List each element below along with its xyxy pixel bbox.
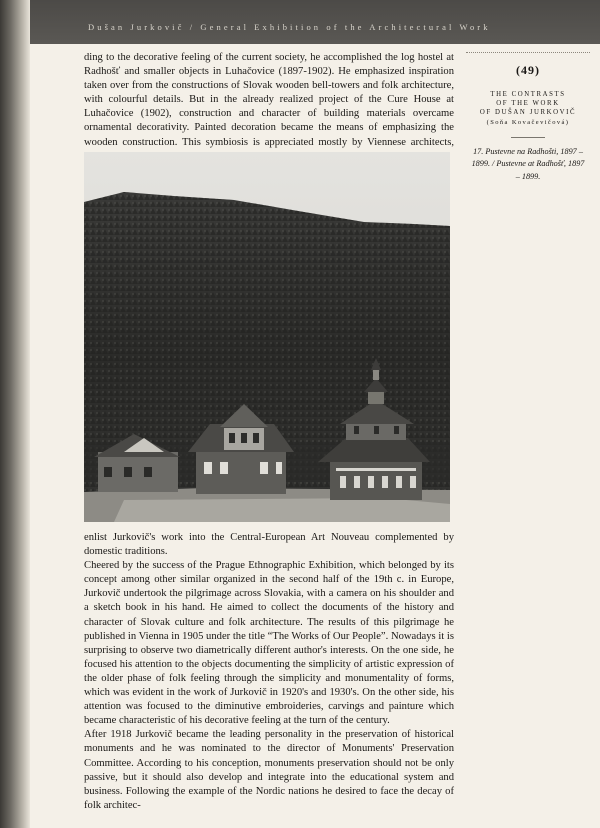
section-author: (Soňa Kovačevičová) (486, 119, 570, 126)
top-paragraph-text: ding to the decorative feeling of the current society, he accomplished the log hostel at Radhošť and smaller objects in Luhačovice (1897-1902). He emphasized inspiration taken over from the constructions of Slovak wooden bell-towers and folk architecture, with colourful details. But in the already realized project of the Cure House at Luhačovice (1902), construction and character of building materials overcame ornamental decorativity. Painted decoration became the means of emphasizing the wooden construction. This symbiosis is appreciated mostly by Viennese architects, (84, 52, 454, 148)
running-head: Dušan Jurkovič / General Exhibition of the Architectural Work (88, 22, 491, 32)
page-gutter-shadow (0, 0, 30, 828)
top-paragraph (84, 51, 454, 164)
paragraph-2: Cheered by the success of the Prague Ethnographic Exhibition, which belonged by its concept among other similar organized in the second half of the 19th c. in Europe, Jurkovič undertook the pilgrimage across Slovakia, with a camera on his shoulder and a sketch book in his hand. He aimed to collect the documents of the history and character of Slovak culture and folk architecture. The results of this pilgrimage he published in Vienna in 1905 under the title “The Works of Our People”. Nowadays it is surprising to observe two diametrically different author's interests. On the one side, he focused his attention to the objects documenting the simplicity of artistic expression of the older phase of folk feeling through the simplicity and monumentality of forms, which was evident in the work of Jurkovič in 1920's and 1930's. On the other side, his attention was focused to the diminutive embroideries, carvings and painture which became characteristic of his decorative feeling at the turn of the century. (84, 560, 454, 727)
sidebar (466, 52, 590, 183)
sidebar-divider (511, 137, 545, 138)
paragraph-3: After 1918 Jurkovič became the leading personality in the preservation of historical monuments and he was nominated to the director of Monuments' Preservation Committee. According to his conception, monuments preservation should not be only passive, but it should also develop and integrate into the educational system and business. Following the example of the Nordic nations he desired to face the decay of folk architec- (84, 729, 454, 811)
photograph-image (84, 152, 450, 522)
section-title (466, 90, 590, 117)
photo-caption: 17. Pustevne na Radhošti, 1897 – 1899. / Pustevne at Radhošť, 1897 – 1899. (471, 147, 585, 181)
section-title-line-1: THE CONTRASTS (490, 91, 566, 98)
bottom-text (84, 531, 454, 813)
photograph-pustevne-radhost (84, 152, 450, 522)
paragraph-1: enlist Jurkovič's work into the Central-European Art Nouveau complemented by domestic traditions. (84, 532, 454, 558)
page-number: (49) (466, 52, 590, 78)
section-title-line-2: OF THE WORK (496, 100, 560, 107)
section-title-line-3: OF DUŠAN JURKOVIČ (479, 109, 577, 116)
